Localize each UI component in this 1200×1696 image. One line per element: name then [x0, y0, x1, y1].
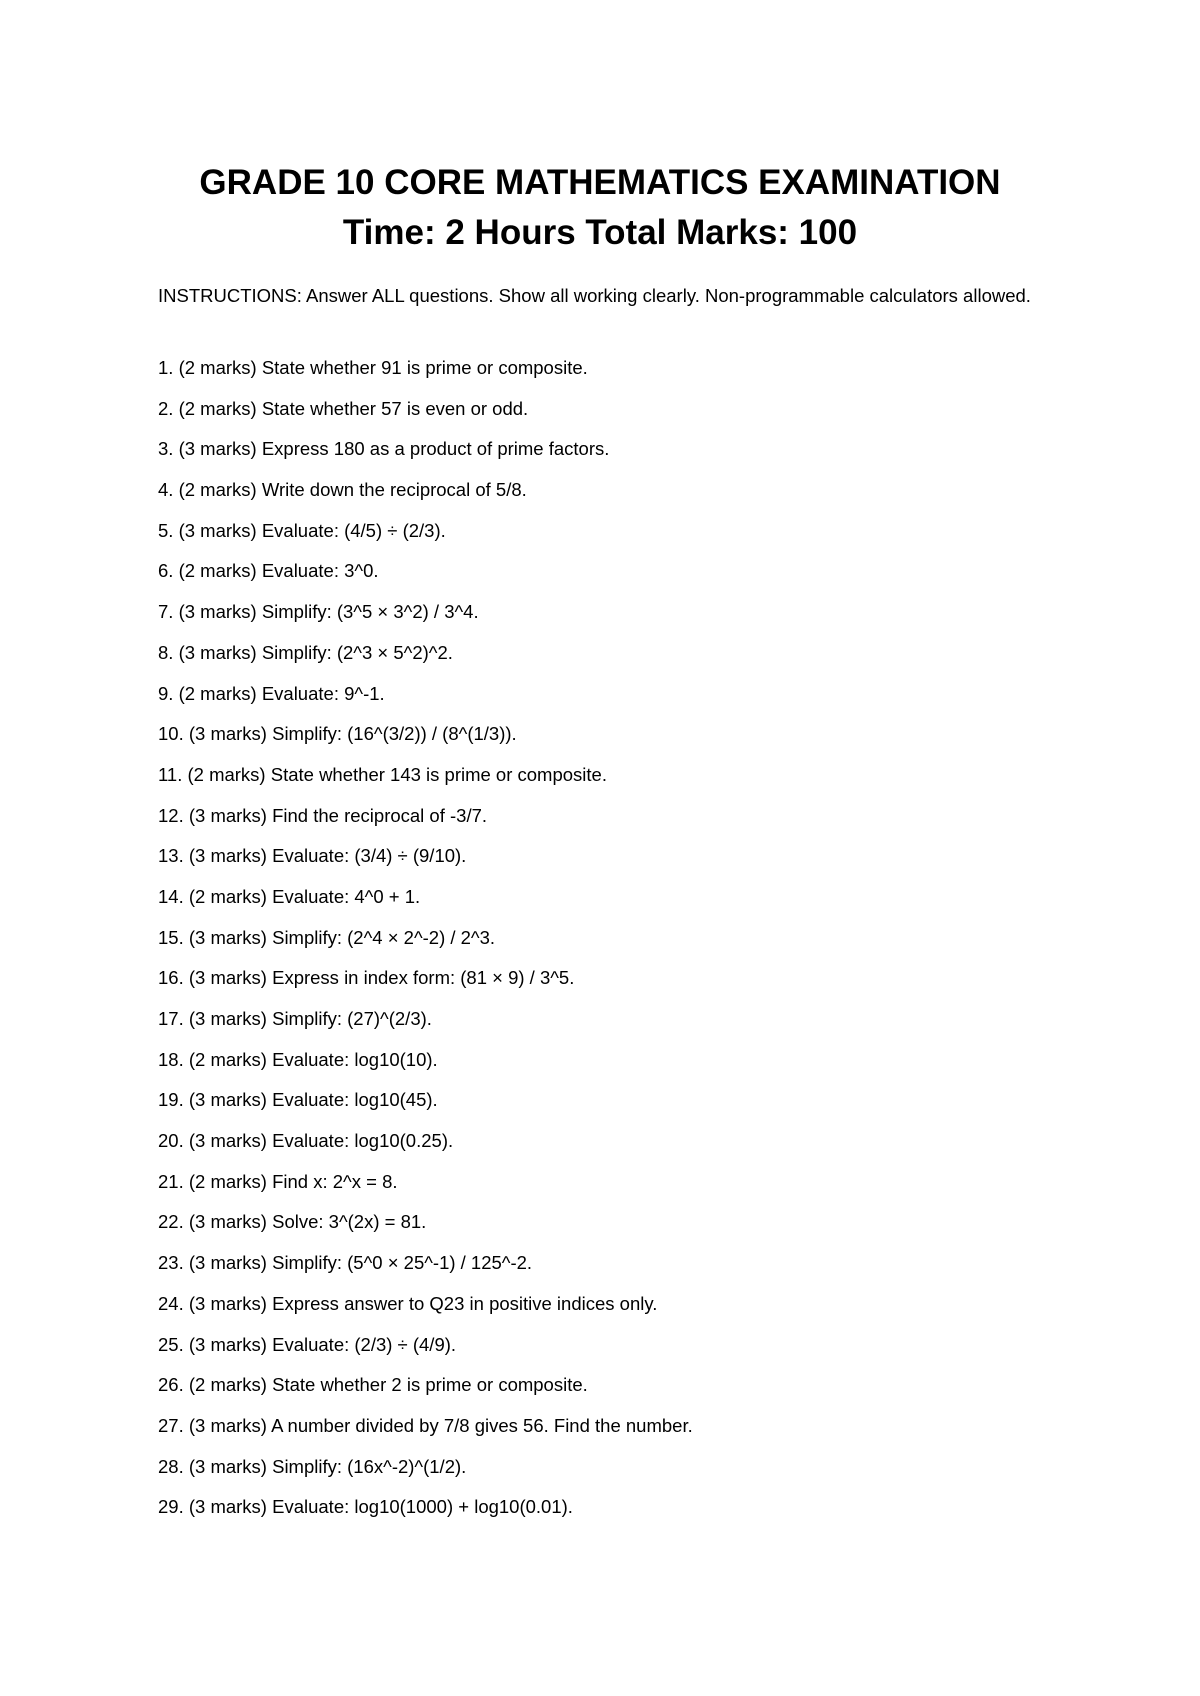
- question-item: 12. (3 marks) Find the reciprocal of -3/7.: [158, 804, 488, 826]
- question-item: 26. (2 marks) State whether 2 is prime or composite.: [158, 1374, 588, 1396]
- question-item: 17. (3 marks) Simplify: (27)^(2/3).: [158, 1008, 432, 1029]
- question-item: 25. (3 marks) Evaluate: (2/3) ÷ (4/9).: [158, 1333, 457, 1355]
- question-item: 24. (3 marks) Express answer to Q23 in positive indices only.: [158, 1292, 658, 1314]
- question-item: 4. (2 marks) Write down the reciprocal of 5/8.: [158, 479, 527, 501]
- question-item: 7. (3 marks) Simplify: (3^5 × 3^2) / 3^4.: [158, 601, 479, 623]
- question-item: 29. (3 marks) Evaluate: log10(1000) + log10(0.01).: [158, 1496, 573, 1518]
- question-item: 28. (3 marks) Simplify: (16x^-2)^(1/2).: [158, 1455, 467, 1477]
- exam-subtitle: Time: 2 Hours Total Marks: 100: [342, 213, 858, 252]
- question-item: 3. (3 marks) Express 180 as a product of prime factors.: [158, 438, 610, 460]
- question-item: 9. (2 marks) Evaluate: 9^-1.: [158, 682, 385, 704]
- questions-list: [158, 357, 1058, 1537]
- title-block: [0, 158, 1200, 258]
- question-item: 6. (2 marks) Evaluate: 3^0.: [158, 560, 379, 582]
- question-item: 18. (2 marks) Evaluate: log10(10).: [158, 1048, 438, 1070]
- question-item: 16. (3 marks) Express in index form: (81 × 9) / 3^5.: [158, 967, 575, 989]
- question-item: 20. (3 marks) Evaluate: log10(0.25).: [158, 1130, 454, 1152]
- question-item: 14. (2 marks) Evaluate: 4^0 + 1.: [158, 885, 421, 907]
- question-item: 23. (3 marks) Simplify: (5^0 × 25^-1) / 125^-2.: [158, 1252, 533, 1274]
- question-item: 13. (3 marks) Evaluate: (3/4) ÷ (9/10).: [158, 845, 467, 867]
- question-item: 22. (3 marks) Solve: 3^(2x) = 81.: [158, 1211, 427, 1233]
- question-item: 19. (3 marks) Evaluate: log10(45).: [158, 1089, 438, 1111]
- question-item: 8. (3 marks) Simplify: (2^3 × 5^2)^2.: [158, 641, 453, 663]
- exam-title: GRADE 10 CORE MATHEMATICS EXAMINATION: [199, 163, 1001, 202]
- question-item: 15. (3 marks) Simplify: (2^4 × 2^-2) / 2^3.: [158, 926, 496, 948]
- question-item: 5. (3 marks) Evaluate: (4/5) ÷ (2/3).: [158, 519, 446, 541]
- question-item: 2. (2 marks) State whether 57 is even or odd.: [158, 397, 529, 419]
- question-item: 21. (2 marks) Find x: 2^x = 8.: [158, 1170, 398, 1192]
- instructions-text: INSTRUCTIONS: Answer ALL questions. Show all working clearly. Non-programmable calculators allowed.: [158, 285, 1031, 306]
- question-item: 11. (2 marks) State whether 143 is prime or composite.: [158, 763, 607, 785]
- question-item: 1. (2 marks) State whether 91 is prime or composite.: [158, 357, 588, 378]
- question-item: 27. (3 marks) A number divided by 7/8 gives 56. Find the number.: [158, 1414, 693, 1436]
- question-item: 10. (3 marks) Simplify: (16^(3/2)) / (8^(1/3)).: [158, 723, 517, 745]
